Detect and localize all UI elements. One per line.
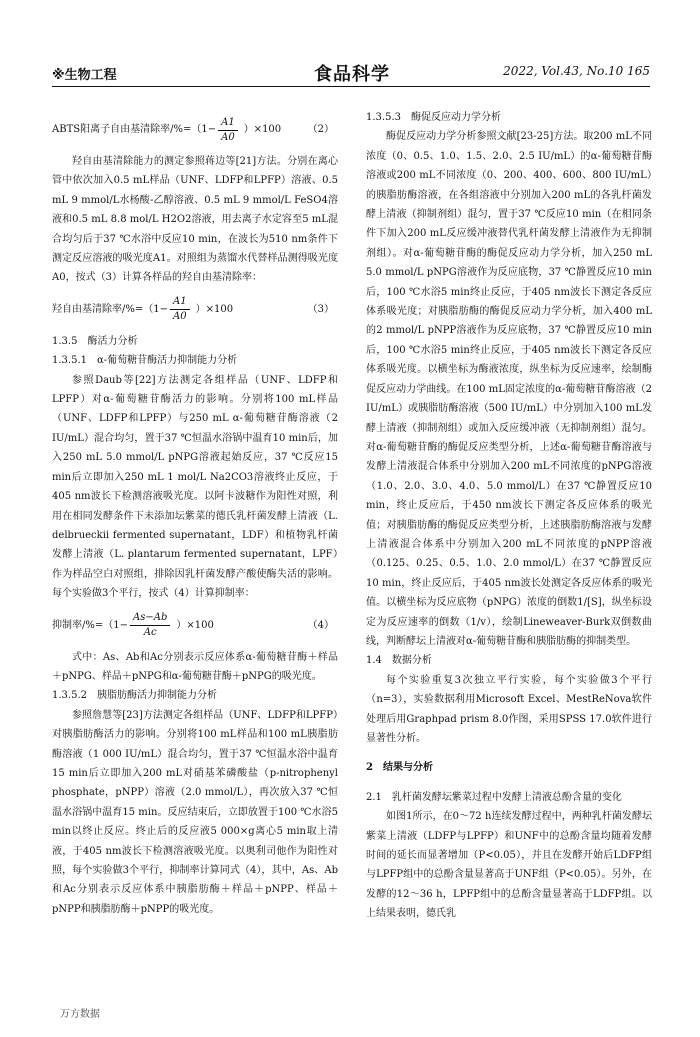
equation-2-denominator: A0	[221, 131, 235, 143]
equation-4-number: （4）	[307, 619, 334, 631]
paragraph-data-analysis: 每个实验重复3次独立平行实验，每个实验做3个平行（n=3），实验数据利用Microsoft Excel、MestReNova软件处理后用Graphpad prism 8.0作图，采用SPSS 17.0软件进行显著性分析。	[366, 674, 652, 744]
equation-2	[52, 108, 338, 152]
spacer	[366, 778, 652, 788]
paragraph-hydroxyl-method: 羟自由基清除能力的测定参照蒋边等[21]方法。分别在离心管中依次加入0.5 mL样品（UNF、LDFP和LPFP）溶液、0.5 mL 9 mmol/L水杨酸-乙醇溶液、0.5 mL 9 mmol/L FeSO4溶液和0.5 mL 8.8 mol/L H2O2溶液，用去离子水定容至5 mL混合均匀后于37 ℃水浴中反应10 min，在波长为510 nm条件下测定反应溶液的吸光度A1。对照组为蒸馏水代替样品测得吸光度A0，按式（3）计算各样品的羟自由基清除率：	[52, 156, 338, 284]
journal-title: 食品科学	[314, 64, 390, 85]
left-column	[52, 108, 338, 919]
equation-4-denominator: Ac	[143, 627, 157, 639]
equation-2-numerator: A1	[218, 116, 238, 131]
issue-citation: 2022, Vol.43, No.10 165	[503, 64, 650, 78]
paragraph-equation-legend: 式中：As、Ab和Ac分别表示反应体系α-葡萄糖苷酶＋样品＋pNPG、样品＋pNPG和α-葡萄糖苷酶＋pNPG的吸光度。	[52, 651, 338, 682]
heading-2: 2 结果与分析	[366, 762, 433, 774]
heading-1-3-5-2: 1.3.5.2 胰脂肪酶活力抑制能力分析	[52, 690, 217, 702]
equation-2-lhs: ABTS阳离子自由基清除率/%=（1−	[52, 124, 217, 136]
heading-1-3-5: 1.3.5 酶活力分析	[52, 335, 138, 347]
heading-1-3-5-3: 1.3.5.3 酶促反应动力学分析	[366, 112, 501, 123]
running-header	[52, 64, 650, 84]
header-rule	[52, 86, 650, 87]
equation-4	[52, 604, 338, 648]
equation-4-multiplier: ）×100	[176, 619, 214, 631]
heading-1-3-5-1: 1.3.5.1 α-葡萄糖苷酶活力抑制能力分析	[52, 355, 238, 367]
equation-2-fraction	[218, 116, 238, 145]
equation-3-multiplier: ）×100	[195, 304, 234, 316]
paragraph-lipase-method: 参照詹慧等[23]方法测定各组样品（UNF、LDFP和LPFP）对胰脂肪酶活力的影响。分别将100 mL样品和100 mL胰脂肪酶溶液（1 000 IU/mL）混合均匀，置于37 ℃恒温水浴中温育15 min后立即加入200 mL对硝基苯磷酸盐（p-nitrophenyl phosphate，pNPP）溶液（2.0 mmol/L），再次放入37 ℃恒温水浴锅中温育15 min。反应结束后，立即放置于100 ℃水浴5 min以终止反应。终止后的反应液5 000×g离心5 min取上清液，于405 nm波长下检测溶液吸光度。以奥利司他作为阳性对照，每个实验做3个平行，抑制率计算同式（4），其中，As、Ab和Ac分别表示反应体系中胰脂肪酶＋样品＋pNPP、样品＋pNPP和胰脂肪酶＋pNPP的吸光度。	[52, 709, 338, 915]
heading-1-4: 1.4 数据分析	[366, 655, 432, 667]
paragraph-kinetics-method: 酶促反应动力学分析参照文献[23-25]方法。取200 mL不同浓度（0、0.5、1.0、1.5、2.0、2.5 IU/mL）的α-葡萄糖苷酶溶液或200 mL不同浓度（0、200、400、600、800 IU/mL）的胰脂肪酶溶液，在各组溶液中分别加入200 mL的各乳杆菌发酵上清液（抑制剂组）混匀，置于37 ℃反应10 min（在相同条件下加入200 mL反应缓冲液替代乳杆菌发酵上清液作为无抑制剂组）。对α-葡萄糖苷酶的酶促反应动力学分析，加入250 mL 5.0 mmol/L pNPG溶液作为反应底物，37 ℃静置反应10 min后，100 ℃水浴5 min终止反应，于405 nm波长下测定各反应体系吸光度；对胰脂肪酶的酶促反应动力学分析，加入400 mL的2 mmol/L pNPP溶液作为反应底物，37 ℃静置反应10 min后，100 ℃水浴5 min终止反应，于405 nm波长下测定各反应体系吸光度。以横坐标为酶液浓度，纵坐标为反应速率，绘制酶促反应动力学曲线。在100 mL固定浓度的α-葡萄糖苷酶溶液（2 IU/mL）或胰脂肪酶溶液（500 IU/mL）中分别加入100 mL发酵上清液（抑制剂组）或加入反应缓冲液（无抑制剂组）混匀。对α-葡萄糖苷酶的酶促反应类型分析，上述α-葡萄糖苷酶溶液与发酵上清液混合体系中分别加入200 mL不同浓度的pNPG溶液（1.0、2.0、3.0、4.0、5.0 mmol/L）在37 ℃静置反应10 min，终止反应后，于450 nm波长下测定各反应体系的吸光值；对胰脂肪酶的酶促反应类型分析，上述胰脂肪酶溶液与发酵上清液混合体系中分别加入200 mL不同浓度的pNPP溶液（0.125、0.25、0.5、1.0、2.0 mmol/L）在37 ℃静置反应10 min，终止反应后，于405 nm波长处测定各反应体系的吸光值。以横坐标为反应底物（pNPG）浓度的倒数1/[S]，纵坐标设定为反应速率的倒数（1/v），绘制Lineweaver-Burk双倒数曲线，判断酵坛上清液对α-葡萄糖苷酶和胰脂肪酶的抑制类型。	[366, 131, 652, 647]
heading-2-1: 2.1 乳杆菌发酵坛紫菜过程中发酵上清液总酚含量的变化	[366, 791, 622, 803]
equation-3-numerator: A1	[170, 295, 190, 310]
equation-3-fraction	[170, 295, 190, 324]
equation-4-numerator: As−Ab	[130, 611, 170, 626]
equation-3-lhs: 羟自由基清除率/%=（1−	[52, 304, 168, 316]
right-column	[366, 108, 652, 924]
watermark: 万方数据	[60, 1009, 100, 1020]
equation-3-number: （3）	[307, 304, 334, 316]
paragraph-results-phenol: 如图1所示，在0～72 h连续发酵过程中，两种乳杆菌发酵坛紫菜上清液（LDFP与LPFP）和UNF中的总酚含量均随着发酵时间的延长而显著增加（P<0.05），并且在发酵开始后LDFP组与LPFP组中的总酚含量显著高于UNF组（P<0.05）。另外，在发酵的12～36 h，LPFP组中的总酚含量显著高于LDFP组。以上结果表明，德氏乳	[366, 811, 652, 920]
equation-4-fraction	[130, 611, 170, 640]
equation-3	[52, 288, 338, 332]
equation-3-denominator: A0	[173, 311, 187, 323]
paragraph-glucosidase-method: 参照Daub等[22]方法测定各组样品（UNF、LDFP和LPFP）对α-葡萄糖苷酶活力的影响。分别将100 mL样品（UNF、LDFP和LPFP）与250 mL α-葡萄糖苷酶溶液（2 IU/mL）混合均匀，置于37 ℃恒温水浴锅中温育10 min后，加入250 mL 5.0 mmol/L pNPG溶液起始反应，37 ℃反应15 min后立即加入250 mL 1 mol/L Na2CO3溶液终止反应，于405 nm波长下检测溶液吸光度。以阿卡波糖作为阳性对照，利用在相同发酵条件下未添加坛紫菜的德氏乳杆菌发酵上清液（L. delbrueckii fermented supernatant，LDF）和植物乳杆菌发酵上清液（L. plantarum fermented supernatant，LPF）作为样品空白对照组，排除因乳杆菌发酵产酸使酶失活的影响。每个实验做3个平行，按式（4）计算抑制率：	[52, 374, 338, 600]
spacer	[366, 748, 652, 758]
equation-2-number: （2）	[307, 124, 334, 136]
section-label: ※生物工程	[52, 68, 117, 83]
equation-2-multiplier: ）×100	[243, 124, 282, 136]
equation-4-lhs: 抑制率/%=（1−	[52, 619, 128, 631]
